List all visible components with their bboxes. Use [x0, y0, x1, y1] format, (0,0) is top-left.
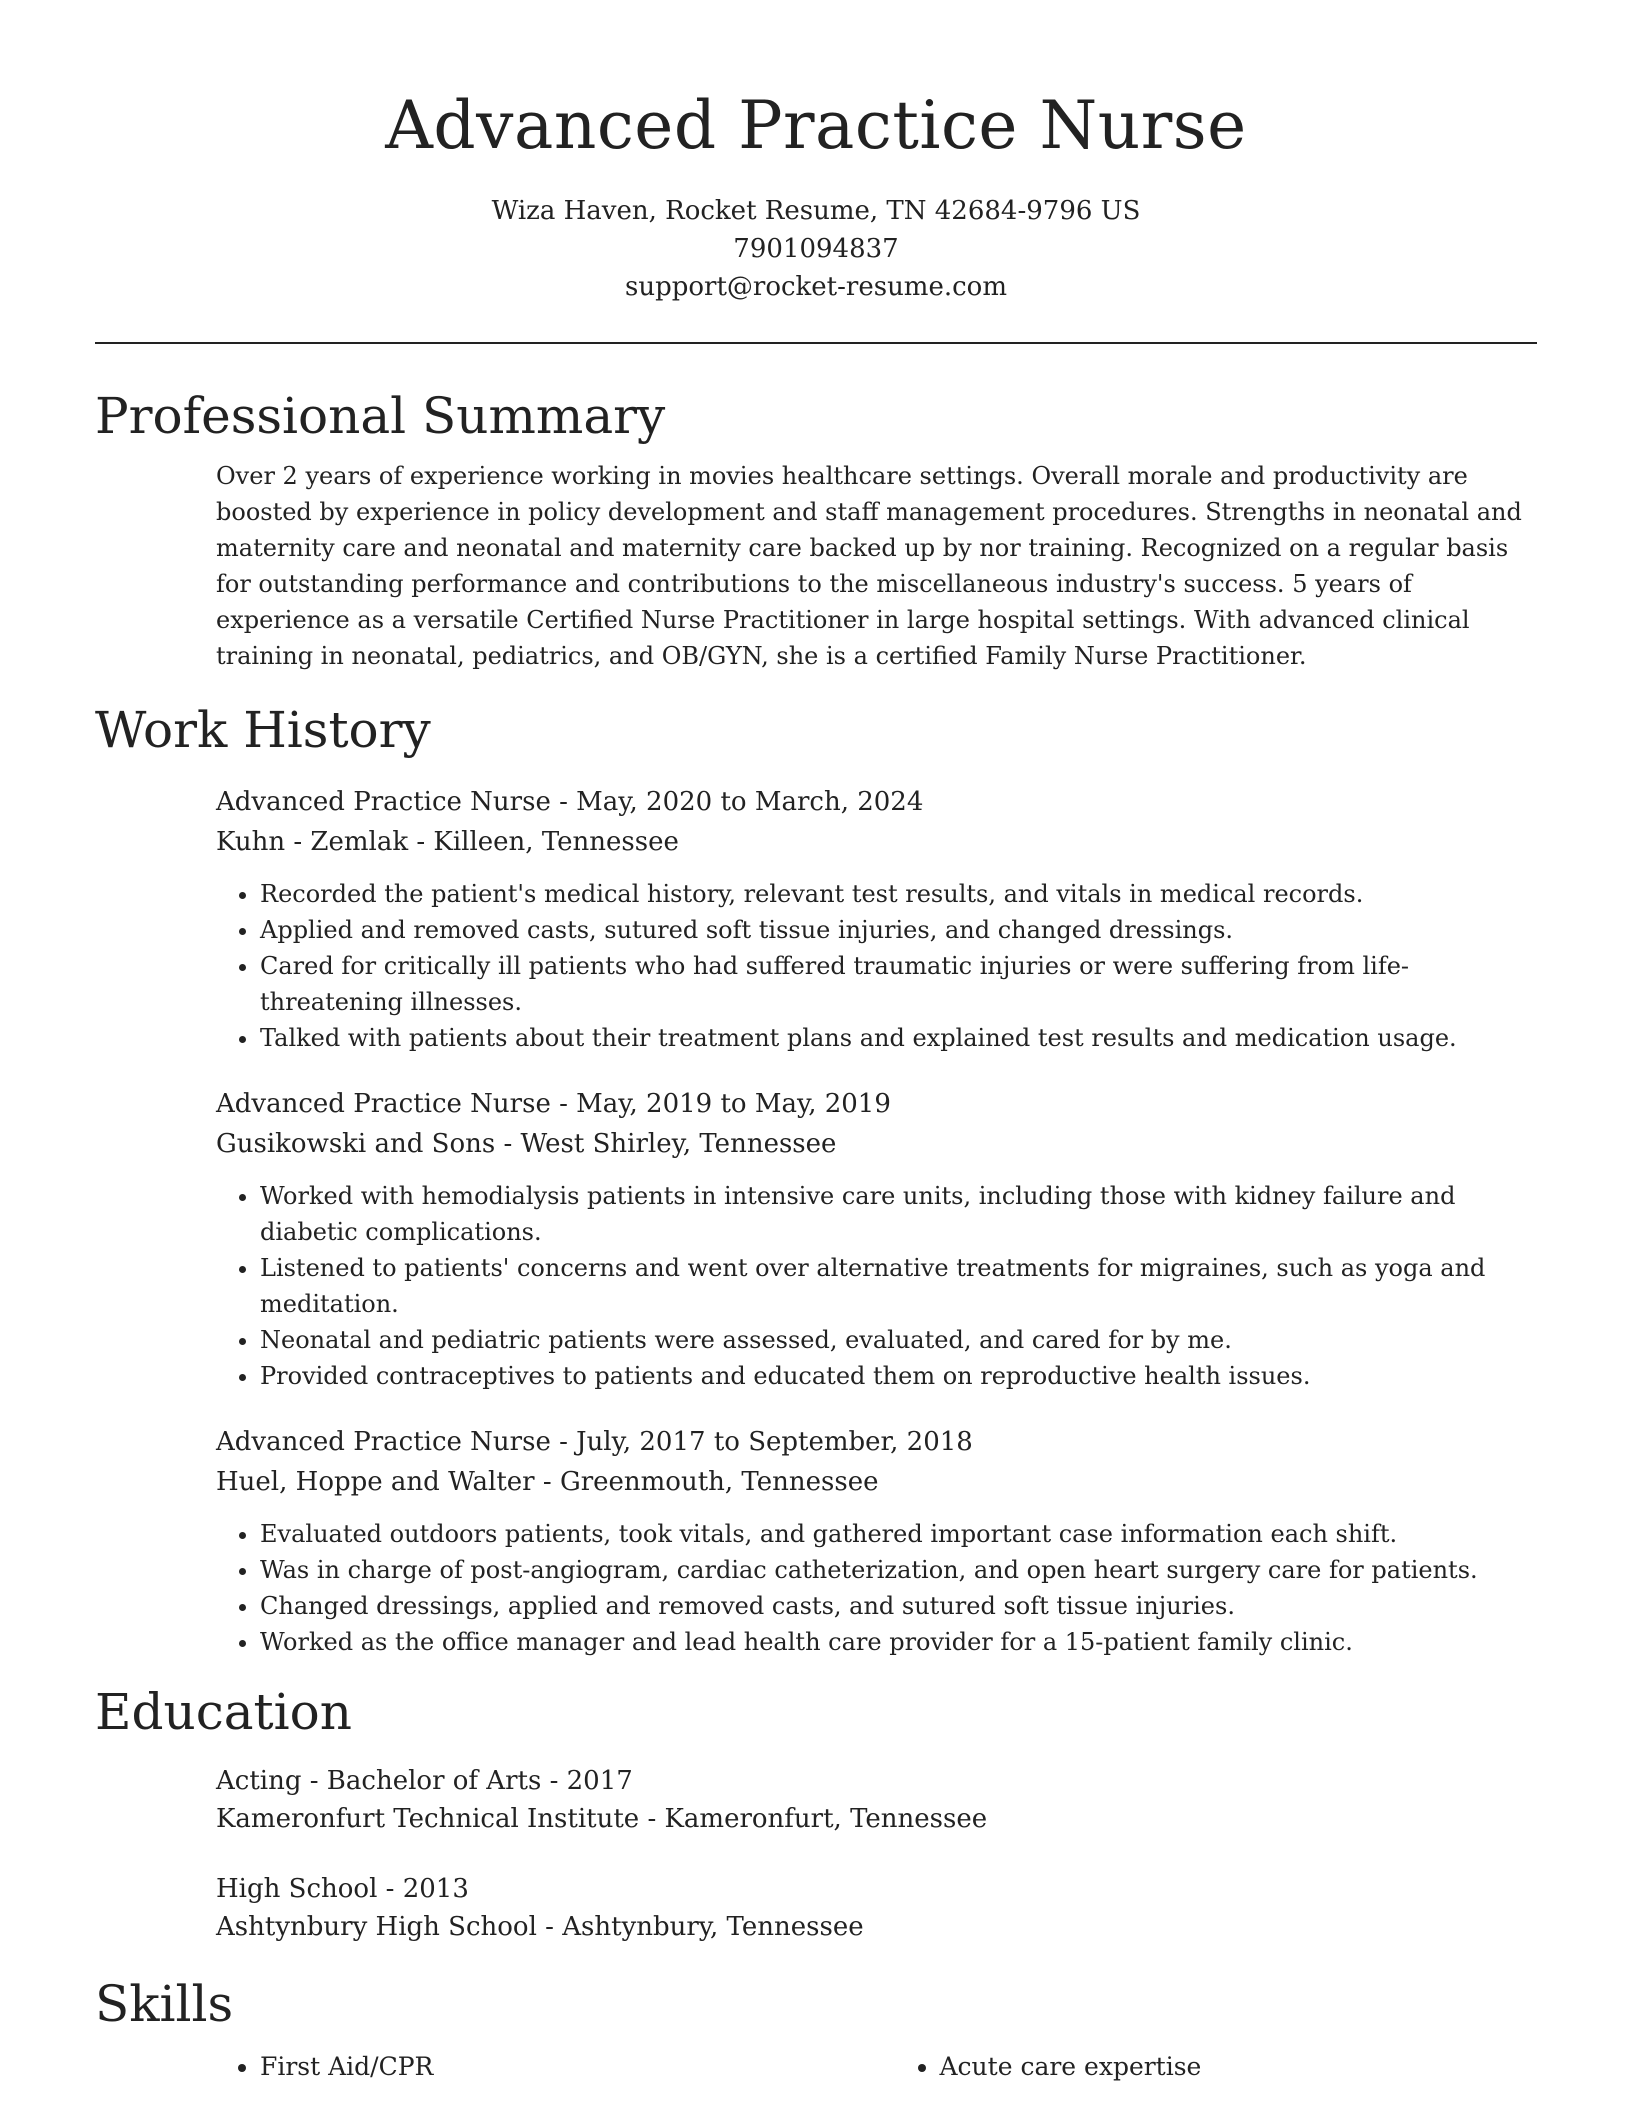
- education-entry: [216, 1870, 1537, 1946]
- education-location: - Ashtynbury, Tennessee: [536, 1912, 864, 1942]
- list-item: • Recorded the patient's medical history, relevant test results, and vitals in medical records.: [260, 876, 1537, 912]
- list-item: • Provided contraceptives to patients and educated them on reproductive health issues.: [260, 1358, 1537, 1394]
- education-entry: [216, 1762, 1537, 1838]
- education-year: - 2017: [541, 1766, 633, 1796]
- work-history-heading: Work History: [95, 701, 431, 759]
- education-school: Kameronfurt Technical Institute: [216, 1804, 640, 1834]
- list-item: • Worked with hemodialysis patients in intensive care units, including those with kidney failure and diabetic complications.: [260, 1178, 1537, 1250]
- header-divider: [95, 342, 1537, 344]
- education-degree-line: [216, 1762, 1537, 1800]
- job-title-line: [216, 782, 1537, 822]
- list-item: • Talked with patients about their treatment plans and explained test results and medication usage.: [260, 1020, 1537, 1056]
- skill-item: • First Aid/CPR: [260, 2048, 877, 2086]
- summary-heading: Professional Summary: [95, 387, 666, 445]
- list-item: • Changed dressings, applied and removed casts, and sutured soft tissue injuries.: [260, 1588, 1537, 1624]
- education-degree-line: [216, 1870, 1537, 1908]
- contact-info: [95, 192, 1537, 306]
- summary-text: Over 2 years of experience working in movies healthcare settings. Overall morale and productivity are boosted by experience in policy development and staff management procedures. Strengths in neonatal and maternity care and neonatal and maternity care backed up by nor training. Recognized on a regular basis for outstanding performance and contributions to the miscellaneous industry's success. 5 years of experience as a versatile Certified Nurse Practitioner in large hospital settings. With advanced clinical training in neonatal, pediatrics, and OB/GYN, she is a certified Family Nurse Practitioner.: [216, 462, 1522, 670]
- job-entry: [216, 1422, 1537, 1660]
- education-year: - 2013: [377, 1874, 469, 1904]
- job-location: - Killeen, Tennessee: [408, 827, 679, 857]
- contact-phone: 7901094837: [733, 234, 899, 264]
- job-company-line: [216, 1462, 1537, 1502]
- education-school-line: [216, 1908, 1537, 1946]
- contact-email: support@rocket-resume.com: [624, 272, 1007, 302]
- job-company: Huel, Hoppe and Walter: [216, 1467, 535, 1497]
- job-title-line: [216, 1084, 1537, 1124]
- section-skills: [95, 1972, 1537, 2086]
- job-company: Kuhn - Zemlak: [216, 827, 409, 857]
- list-item: • Evaluated outdoors patients, took vitals, and gathered important case information each shift.: [260, 1516, 1537, 1552]
- job-entry: [216, 782, 1537, 1056]
- job-company-line: [216, 1124, 1537, 1164]
- job-bullets: [216, 876, 1537, 1056]
- list-item: • Listened to patients' concerns and went over alternative treatments for migraines, such as yoga and meditation.: [260, 1250, 1537, 1322]
- job-position: Advanced Practice Nurse: [216, 1089, 551, 1119]
- job-bullets: [216, 1516, 1537, 1660]
- list-item: • Applied and removed casts, sutured soft tissue injuries, and changed dressings.: [260, 912, 1537, 948]
- list-item: • Worked as the office manager and lead health care provider for a 15-patient family clinic.: [260, 1624, 1537, 1660]
- section-education: [95, 1680, 1537, 1946]
- section-summary: [95, 384, 1537, 674]
- contact-address: Wiza Haven, Rocket Resume, TN 42684-9796 US: [491, 196, 1141, 226]
- education-location: - Kameronfurt, Tennessee: [639, 1804, 988, 1834]
- job-location: - West Shirley, Tennessee: [495, 1129, 837, 1159]
- list-item: • Cared for critically ill patients who had suffered traumatic injuries or were suffering from life-threatening illnesses.: [260, 948, 1537, 1020]
- job-entry: [216, 1084, 1537, 1394]
- job-title-line: [216, 1422, 1537, 1462]
- section-work-history: [95, 698, 1537, 1660]
- skills-list: [216, 2048, 1537, 2086]
- education-degree: High School: [216, 1874, 378, 1904]
- job-bullets: [216, 1178, 1537, 1394]
- list-item: • Was in charge of post-angiogram, cardiac catheterization, and open heart surgery care for patients.: [260, 1552, 1537, 1588]
- job-company: Gusikowski and Sons: [216, 1129, 496, 1159]
- job-dates: - July, 2017 to September, 2018: [550, 1427, 973, 1457]
- job-company-line: [216, 822, 1537, 862]
- skills-heading: Skills: [95, 1975, 234, 2033]
- resume-header: [95, 0, 1537, 306]
- list-item: • Neonatal and pediatric patients were assessed, evaluated, and cared for by me.: [260, 1322, 1537, 1358]
- job-dates: - May, 2020 to March, 2024: [550, 787, 924, 817]
- job-location: - Greenmouth, Tennessee: [534, 1467, 879, 1497]
- skills-column-left: [216, 2048, 877, 2086]
- education-school: Ashtynbury High School: [216, 1912, 537, 1942]
- education-school-line: [216, 1800, 1537, 1838]
- education-heading: Education: [95, 1683, 352, 1741]
- resume-name: Advanced Practice Nurse: [385, 87, 1247, 164]
- education-degree: Acting - Bachelor of Arts: [216, 1766, 542, 1796]
- skills-column-right: [877, 2048, 1538, 2086]
- job-dates: - May, 2019 to May, 2019: [550, 1089, 891, 1119]
- job-position: Advanced Practice Nurse: [216, 787, 551, 817]
- job-position: Advanced Practice Nurse: [216, 1427, 551, 1457]
- skill-item: • Acute care expertise: [940, 2048, 1538, 2086]
